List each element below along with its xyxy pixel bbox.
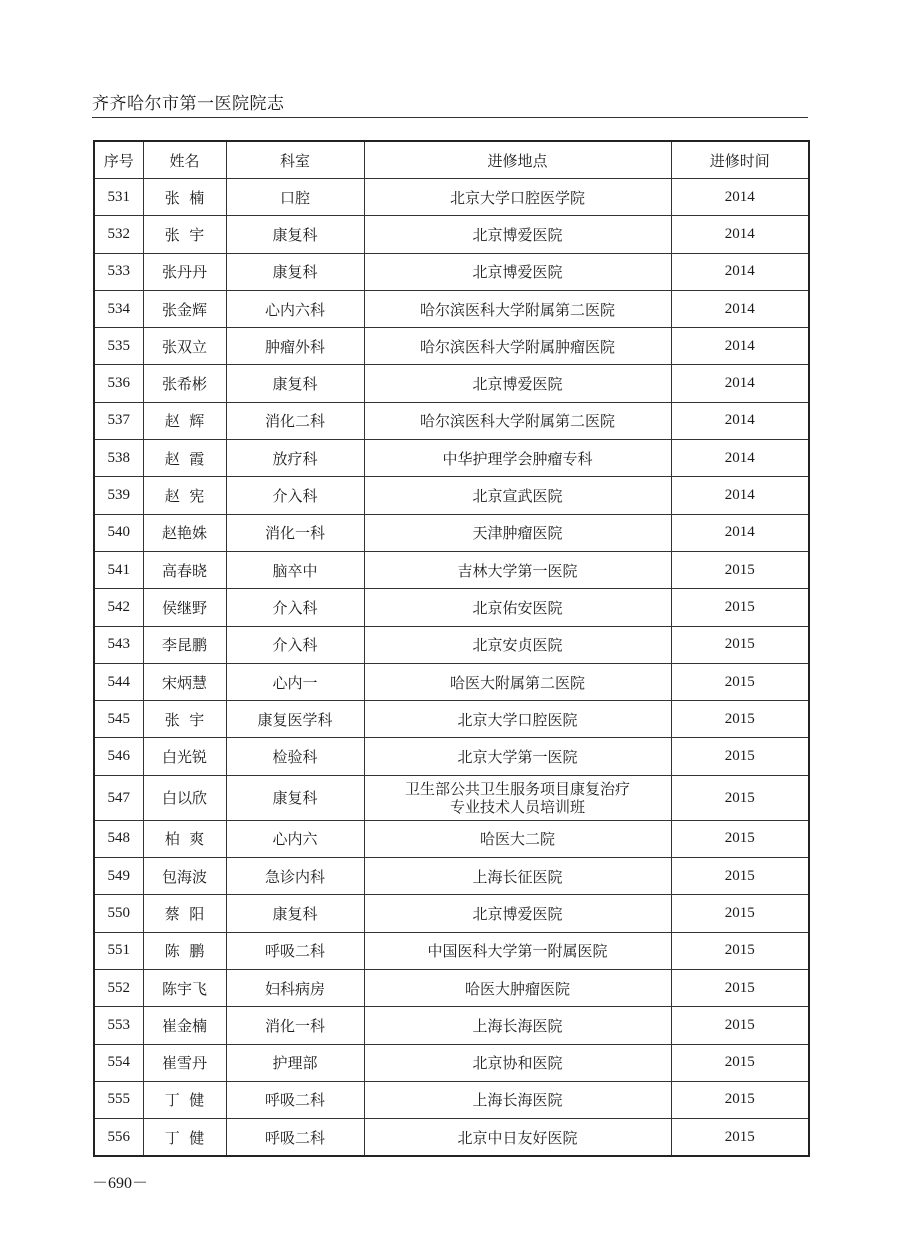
cell-name: 张双立: [143, 328, 226, 365]
cell-department: 介入科: [226, 589, 364, 626]
cell-department: 康复科: [226, 895, 364, 932]
table-row: [94, 589, 809, 626]
cell-index: 549: [94, 858, 143, 895]
cell-department: 消化一科: [226, 1007, 364, 1044]
table-row: [94, 402, 809, 439]
cell-name: 丁 健: [143, 1081, 226, 1118]
page-number: －690－: [92, 1175, 149, 1192]
cell-training-year: 2015: [671, 663, 809, 700]
cell-training-site: 北京协和医院: [364, 1044, 671, 1081]
cell-training-site: 北京大学口腔医学院: [364, 179, 671, 216]
cell-name: 赵 辉: [143, 402, 226, 439]
column-header-index: 序号: [94, 141, 143, 179]
table-row: [94, 440, 809, 477]
cell-index: 540: [94, 514, 143, 551]
table-row: [94, 1119, 809, 1157]
table-row: [94, 1007, 809, 1044]
cell-training-year: 2014: [671, 179, 809, 216]
cell-training-site: 北京博爱医院: [364, 216, 671, 253]
cell-name: 柏 爽: [143, 820, 226, 857]
cell-training-year: 2015: [671, 1081, 809, 1118]
cell-index: 550: [94, 895, 143, 932]
cell-training-year: 2014: [671, 328, 809, 365]
cell-index: 536: [94, 365, 143, 402]
cell-department: 康复医学科: [226, 701, 364, 738]
cell-training-year: 2015: [671, 1044, 809, 1081]
cell-training-site: 北京博爱医院: [364, 895, 671, 932]
cell-department: 消化一科: [226, 514, 364, 551]
cell-training-year: 2015: [671, 626, 809, 663]
cell-training-site: 北京宣武医院: [364, 477, 671, 514]
cell-department: 消化二科: [226, 402, 364, 439]
cell-training-year: 2014: [671, 216, 809, 253]
table-row: [94, 701, 809, 738]
cell-name: 包海波: [143, 858, 226, 895]
cell-name: 张 宇: [143, 701, 226, 738]
cell-index: 542: [94, 589, 143, 626]
cell-training-site: 上海长征医院: [364, 858, 671, 895]
cell-training-site: 北京安贞医院: [364, 626, 671, 663]
cell-index: 534: [94, 290, 143, 327]
header-rule: [92, 117, 808, 118]
cell-department: 放疗科: [226, 440, 364, 477]
cell-training-site: 中华护理学会肿瘤专科: [364, 440, 671, 477]
cell-department: 康复科: [226, 216, 364, 253]
cell-name: 张 宇: [143, 216, 226, 253]
cell-training-year: 2015: [671, 738, 809, 775]
cell-training-year: 2015: [671, 589, 809, 626]
cell-training-site: 哈尔滨医科大学附属第二医院: [364, 290, 671, 327]
cell-index: 551: [94, 932, 143, 969]
cell-department: 护理部: [226, 1044, 364, 1081]
cell-training-year: 2014: [671, 253, 809, 290]
cell-index: 538: [94, 440, 143, 477]
cell-training-year: 2014: [671, 290, 809, 327]
cell-department: 康复科: [226, 775, 364, 820]
cell-index: 555: [94, 1081, 143, 1118]
table-row: [94, 738, 809, 775]
table-row: [94, 551, 809, 588]
cell-department: 康复科: [226, 365, 364, 402]
table-row: [94, 216, 809, 253]
cell-training-year: 2015: [671, 1119, 809, 1157]
column-header-training-site: 进修地点: [364, 141, 671, 179]
table-row: [94, 253, 809, 290]
cell-index: 532: [94, 216, 143, 253]
cell-index: 546: [94, 738, 143, 775]
cell-index: 553: [94, 1007, 143, 1044]
cell-training-site: 上海长海医院: [364, 1081, 671, 1118]
cell-department: 介入科: [226, 626, 364, 663]
cell-department: 妇科病房: [226, 969, 364, 1006]
cell-training-year: 2015: [671, 858, 809, 895]
cell-index: 554: [94, 1044, 143, 1081]
cell-training-year: 2015: [671, 969, 809, 1006]
cell-department: 心内六: [226, 820, 364, 857]
cell-training-site: 哈医大附属第二医院: [364, 663, 671, 700]
cell-index: 545: [94, 701, 143, 738]
cell-name: 张希彬: [143, 365, 226, 402]
cell-training-site: 中国医科大学第一附属医院: [364, 932, 671, 969]
table-row: [94, 328, 809, 365]
cell-department: 呼吸二科: [226, 1119, 364, 1157]
cell-training-year: 2015: [671, 701, 809, 738]
table-row: [94, 1044, 809, 1081]
table-row: [94, 895, 809, 932]
cell-training-site: 北京大学口腔医院: [364, 701, 671, 738]
table-row: [94, 1081, 809, 1118]
cell-index: 544: [94, 663, 143, 700]
cell-training-year: 2014: [671, 440, 809, 477]
cell-training-site: 哈医大二院: [364, 820, 671, 857]
cell-name: 高春晓: [143, 551, 226, 588]
table-row: [94, 365, 809, 402]
cell-name: 宋炳慧: [143, 663, 226, 700]
cell-department: 呼吸二科: [226, 932, 364, 969]
running-head-title: 齐齐哈尔市第一医院院志: [92, 94, 285, 114]
cell-training-site: 卫生部公共卫生服务项目康复治疗 专业技术人员培训班: [364, 775, 671, 820]
cell-department: 康复科: [226, 253, 364, 290]
cell-name: 侯继野: [143, 589, 226, 626]
table-row: [94, 932, 809, 969]
cell-training-year: 2014: [671, 514, 809, 551]
cell-department: 肿瘤外科: [226, 328, 364, 365]
cell-department: 急诊内科: [226, 858, 364, 895]
training-roster-table: [93, 140, 810, 1157]
column-header-name: 姓名: [143, 141, 226, 179]
column-header-department: 科室: [226, 141, 364, 179]
cell-name: 崔雪丹: [143, 1044, 226, 1081]
cell-training-site: 北京佑安医院: [364, 589, 671, 626]
table-row: [94, 477, 809, 514]
cell-index: 547: [94, 775, 143, 820]
cell-index: 531: [94, 179, 143, 216]
cell-name: 张 楠: [143, 179, 226, 216]
cell-department: 呼吸二科: [226, 1081, 364, 1118]
cell-name: 白光锐: [143, 738, 226, 775]
table-body: [94, 179, 809, 1157]
cell-department: 口腔: [226, 179, 364, 216]
table-row: [94, 514, 809, 551]
cell-training-site: 哈尔滨医科大学附属肿瘤医院: [364, 328, 671, 365]
cell-training-year: 2015: [671, 820, 809, 857]
cell-name: 赵艳姝: [143, 514, 226, 551]
cell-index: 535: [94, 328, 143, 365]
table-row: [94, 663, 809, 700]
cell-index: 541: [94, 551, 143, 588]
cell-training-site: 天津肿瘤医院: [364, 514, 671, 551]
cell-training-site: 北京博爱医院: [364, 365, 671, 402]
cell-name: 陈 鹏: [143, 932, 226, 969]
cell-training-year: 2015: [671, 551, 809, 588]
column-header-training-year: 进修时间: [671, 141, 809, 179]
cell-training-year: 2015: [671, 932, 809, 969]
cell-name: 赵 宪: [143, 477, 226, 514]
cell-name: 李昆鹏: [143, 626, 226, 663]
cell-department: 心内六科: [226, 290, 364, 327]
cell-training-site: 北京中日友好医院: [364, 1119, 671, 1157]
table-row: [94, 775, 809, 820]
cell-name: 丁 健: [143, 1119, 226, 1157]
cell-name: 陈宇飞: [143, 969, 226, 1006]
cell-training-year: 2014: [671, 402, 809, 439]
cell-index: 537: [94, 402, 143, 439]
cell-name: 赵 霞: [143, 440, 226, 477]
cell-index: 548: [94, 820, 143, 857]
cell-training-site: 北京大学第一医院: [364, 738, 671, 775]
cell-training-site: 吉林大学第一医院: [364, 551, 671, 588]
table-row: [94, 626, 809, 663]
table-row: [94, 290, 809, 327]
cell-training-site: 上海长海医院: [364, 1007, 671, 1044]
cell-index: 539: [94, 477, 143, 514]
cell-name: 张金辉: [143, 290, 226, 327]
cell-training-year: 2014: [671, 477, 809, 514]
cell-department: 心内一: [226, 663, 364, 700]
cell-department: 脑卒中: [226, 551, 364, 588]
cell-index: 543: [94, 626, 143, 663]
cell-department: 检验科: [226, 738, 364, 775]
table-row: [94, 820, 809, 857]
cell-training-site: 北京博爱医院: [364, 253, 671, 290]
table-row: [94, 858, 809, 895]
cell-name: 崔金楠: [143, 1007, 226, 1044]
table-row: [94, 179, 809, 216]
cell-name: 蔡 阳: [143, 895, 226, 932]
cell-training-site: 哈尔滨医科大学附属第二医院: [364, 402, 671, 439]
cell-training-year: 2015: [671, 895, 809, 932]
table-header-row: [94, 141, 809, 179]
cell-training-site: 哈医大肿瘤医院: [364, 969, 671, 1006]
cell-department: 介入科: [226, 477, 364, 514]
cell-index: 552: [94, 969, 143, 1006]
cell-training-year: 2015: [671, 775, 809, 820]
cell-training-year: 2014: [671, 365, 809, 402]
cell-name: 白以欣: [143, 775, 226, 820]
table-row: [94, 969, 809, 1006]
cell-index: 533: [94, 253, 143, 290]
cell-training-year: 2015: [671, 1007, 809, 1044]
cell-index: 556: [94, 1119, 143, 1157]
cell-name: 张丹丹: [143, 253, 226, 290]
